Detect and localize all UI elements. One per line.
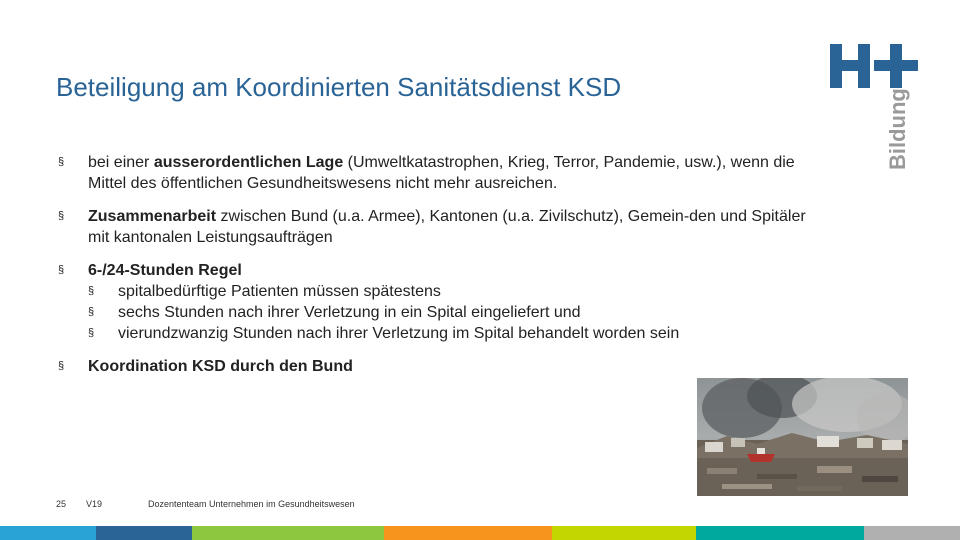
color-bar-segment (696, 526, 864, 540)
bullet-item-3 (58, 260, 818, 344)
logo-subtitle: Bildung (885, 88, 910, 170)
slide-title: Beteiligung am Koordinierten Sanitätsdienst KSD (56, 72, 622, 102)
sub-bullet-marker: § (88, 285, 95, 297)
bullet-bold: ausserordentlichen Lage (153, 154, 344, 171)
disaster-photo (697, 378, 908, 496)
bullet-list (58, 152, 818, 389)
version-label: V19 (86, 499, 103, 509)
bullet-item-4 (58, 356, 818, 377)
bullet-item-1: § bei einer ausserordentlichen Lage (Umweltkatastrophen, Krieg, Terror, Pandemie, usw.), wenn die Mittel des öffentlichen Gesundheitswesens nicht mehr ausreichen. (58, 154, 795, 192)
bullet-marker: § (58, 156, 65, 168)
footer-team: Dozententeam Unternehmen im Gesundheitswesen (148, 499, 355, 509)
bullet-bold: 6-/24-Stunden Regel (88, 262, 242, 279)
sub-bullet-marker: § (88, 327, 95, 339)
bullet-marker: § (58, 210, 65, 222)
bullet-bold: Zusammenarbeit (88, 208, 217, 225)
color-bar (0, 526, 960, 540)
sub-bullet-item: § spitalbedürftige Patienten müssen spätestens (88, 283, 441, 300)
page-number: 25 (56, 499, 67, 509)
h-plus-bildung-logo (828, 40, 924, 180)
color-bar-segment (0, 526, 96, 540)
bullet-marker: § (58, 360, 65, 372)
color-bar-segment (96, 526, 192, 540)
sub-bullet-marker: § (88, 306, 95, 318)
sub-bullet-item: § vierundzwanzig Stunden nach ihrer Verletzung im Spital behandelt worden sein (88, 325, 680, 342)
bullet-item-2: § Zusammenarbeit zwischen Bund (u.a. Armee), Kantonen (u.a. Zivilschutz), Gemein-den und Spitäler mit kantonalen Leistungsaufträgen (58, 208, 806, 246)
color-bar-segment (192, 526, 384, 540)
bullet-marker: § (58, 264, 65, 276)
color-bar-segment (384, 526, 552, 540)
bullet-bold: Koordination KSD durch den Bund (88, 358, 353, 375)
color-bar-segment (864, 526, 960, 540)
sub-bullet-item: § sechs Stunden nach ihrer Verletzung in ein Spital eingeliefert und (88, 304, 581, 321)
color-bar-segment (552, 526, 696, 540)
